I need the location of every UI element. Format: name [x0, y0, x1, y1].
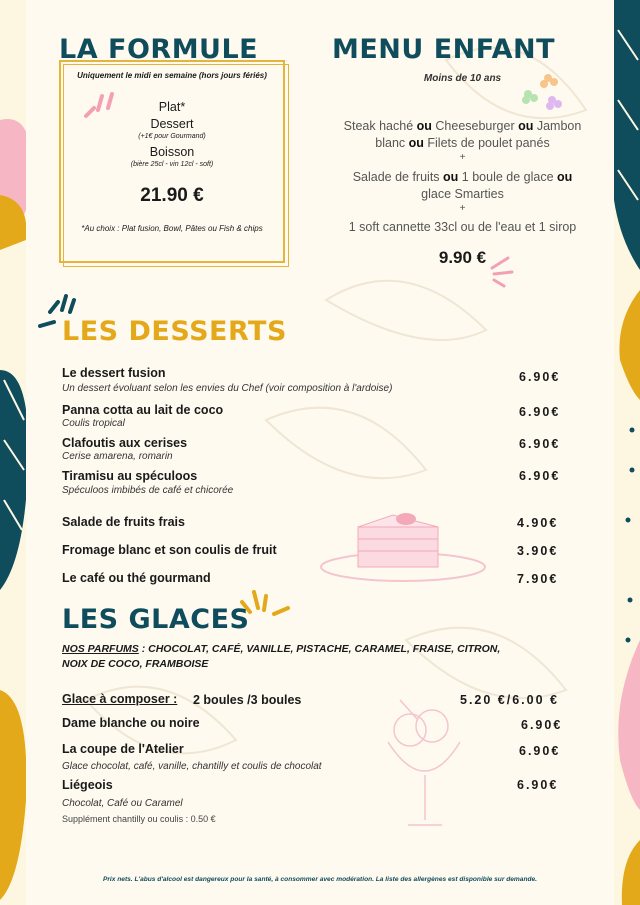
- enfant-main-line-1: Steak haché ou Cheeseburger ou Jambon: [343, 119, 582, 133]
- enfant-title: MENU ENFANT: [332, 34, 556, 65]
- footer-disclaimer: Prix nets. L'abus d'alcool est dangereux pour la santé, à consommer avec modération. La liste des allergènes est disponible sur demande.: [102, 876, 538, 883]
- desserts-title: LES DESSERTS: [62, 316, 287, 347]
- glaces-title: LES GLACES: [62, 604, 250, 635]
- glace-name: Dame blanche ou noire: [62, 716, 200, 730]
- formule-item-dessert: Dessert: [150, 117, 194, 131]
- enfant-price: 9.90 €: [438, 248, 487, 267]
- glace-price: 6.90€: [519, 744, 561, 758]
- dessert-name: Le dessert fusion: [62, 366, 166, 380]
- formule-item-dessert-note: (+1€ pour Gourmand): [138, 133, 206, 140]
- dessert-name: Panna cotta au lait de coco: [62, 403, 224, 417]
- glace-desc: Glace chocolat, café, vanille, chantilly et coulis de chocolat: [62, 761, 322, 772]
- dessert-price: 4.90€: [517, 516, 559, 530]
- glace-compose-price: 5.20 €/6.00 €: [460, 693, 559, 707]
- enfant-dessert-line-2: glace Smarties: [421, 187, 504, 201]
- dessert-price: 7.90€: [517, 572, 559, 586]
- parfums-line-2: NOIX DE COCO, FRAMBOISE: [62, 658, 209, 670]
- enfant-drink-line: 1 soft cannette 33cl ou de l'eau et 1 sirop: [348, 220, 577, 234]
- glace-name: La coupe de l'Atelier: [62, 742, 184, 756]
- dessert-price: 6.90€: [519, 437, 561, 451]
- glace-supplement: Supplément chantilly ou coulis : 0.50 €: [62, 814, 216, 824]
- dessert-name: Salade de fruits frais: [62, 515, 185, 529]
- formule-item-boisson-note: (bière 25cl - vin 12cl - soft): [130, 161, 214, 168]
- parfums-label: NOS PARFUMS: [62, 643, 139, 655]
- dessert-price: 6.90€: [519, 469, 561, 483]
- dessert-name: Fromage blanc et son coulis de fruit: [62, 543, 277, 557]
- dessert-desc: Cerise amarena, romarin: [62, 451, 173, 462]
- enfant-main-line-2: blanc ou Filets de poulet panés: [375, 136, 550, 150]
- formule-subtitle: Uniquement le midi en semaine (hors jours fériés): [77, 71, 267, 80]
- enfant-subtitle: Moins de 10 ans: [423, 73, 502, 84]
- glace-desc: Chocolat, Café ou Caramel: [62, 798, 183, 809]
- dessert-desc: Coulis tropical: [62, 418, 125, 429]
- dessert-price: 6.90€: [519, 370, 561, 384]
- parfums-line-1: NOS PARFUMS : CHOCOLAT, CAFÉ, VANILLE, PISTACHE, CARAMEL, FRAISE, CITRON,: [62, 643, 501, 655]
- cake-illustration: [318, 505, 498, 585]
- dessert-name: Clafoutis aux cerises: [62, 436, 188, 450]
- enfant-plus-2: +: [459, 203, 466, 214]
- glace-price: 6.90€: [517, 778, 559, 792]
- formule-price: 21.90 €: [140, 185, 204, 206]
- enfant-dessert-line-1: Salade de fruits ou 1 boule de glace ou: [352, 170, 573, 184]
- dessert-name: Le café ou thé gourmand: [62, 571, 211, 585]
- dessert-desc: Spéculoos imbibés de café et chicorée: [62, 485, 234, 496]
- dessert-price: 6.90€: [519, 405, 561, 419]
- glace-price: 6.90€: [521, 718, 563, 732]
- dessert-desc: Un dessert évoluant selon les envies du Chef (voir composition à l'ardoise): [62, 383, 393, 394]
- glace-name: Liégeois: [62, 778, 113, 792]
- formule-title: LA FORMULE: [59, 34, 259, 65]
- enfant-plus-1: +: [459, 152, 466, 163]
- formule-item-plat: Plat*: [158, 100, 186, 114]
- dessert-price: 3.90€: [517, 544, 559, 558]
- formule-footnote: *Au choix : Plat fusion, Bowl, Pâtes ou Fish & chips: [81, 224, 263, 233]
- ice-cream-illustration: [380, 690, 470, 840]
- formule-item-boisson: Boisson: [149, 145, 195, 159]
- glace-compose-label: Glace à composer :: [62, 692, 178, 706]
- glace-compose-options: 2 boules /3 boules: [193, 693, 302, 707]
- dessert-name: Tiramisu au spéculoos: [62, 469, 198, 483]
